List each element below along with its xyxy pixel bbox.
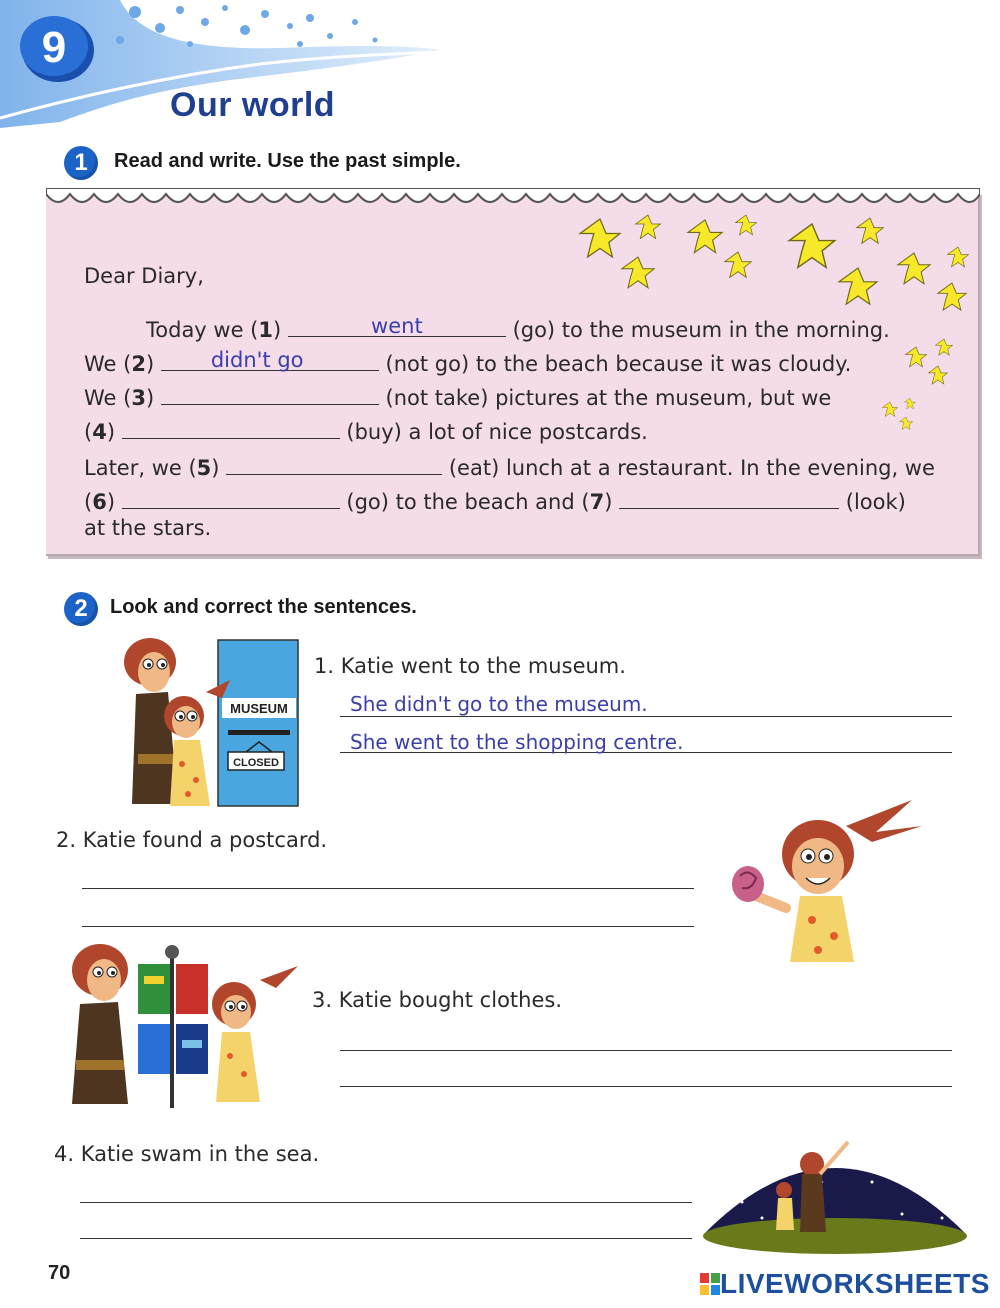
blank-6[interactable] bbox=[122, 484, 340, 509]
clothes-shop-illustration bbox=[54, 940, 304, 1110]
exercise-2-number: 2 bbox=[64, 592, 98, 626]
night-stars-illustration bbox=[702, 1122, 968, 1258]
diary-line-2: We (2) didn't go (not go) to the beach because it was cloudy. bbox=[84, 348, 852, 376]
diary-line-4: (4) (buy) a lot of nice postcards. bbox=[84, 414, 648, 444]
blank-2[interactable] bbox=[161, 346, 379, 371]
sentence-3: 3. Katie bought clothes. bbox=[312, 988, 562, 1012]
blank-7[interactable] bbox=[619, 484, 839, 509]
diary-line-7: at the stars. bbox=[84, 516, 212, 540]
blank-4[interactable] bbox=[122, 414, 340, 439]
answer-line-2a[interactable] bbox=[82, 888, 694, 889]
answer-1b-text: She went to the shopping centre. bbox=[350, 730, 684, 754]
page-number: 70 bbox=[48, 1262, 71, 1284]
answer-line-4a[interactable] bbox=[80, 1202, 692, 1203]
diary-line-5: Later, we (5) (eat) lunch at a restaurant. In the evening, we bbox=[84, 450, 935, 480]
exercise-2-instruction: Look and correct the sentences. bbox=[110, 596, 417, 618]
answer-line-1a[interactable] bbox=[340, 716, 952, 717]
blank-1[interactable] bbox=[288, 312, 506, 337]
unit-title: Our world bbox=[170, 86, 336, 124]
girl-with-shell-illustration bbox=[726, 796, 926, 966]
museum-sign: MUSEUM bbox=[230, 701, 288, 716]
answer-line-3a[interactable] bbox=[340, 1050, 952, 1051]
answer-2: didn't go bbox=[210, 348, 304, 372]
exercise-1-instruction: Read and write. Use the past simple. bbox=[114, 150, 461, 172]
sentence-4: 4. Katie swam in the sea. bbox=[54, 1142, 320, 1166]
answer-1a-text: She didn't go to the museum. bbox=[350, 692, 648, 716]
sentence-1: 1. Katie went to the museum. bbox=[314, 654, 626, 678]
diary-greeting: Dear Diary, bbox=[84, 264, 204, 288]
liveworksheets-logo-icon bbox=[700, 1273, 720, 1295]
blank-5[interactable] bbox=[226, 450, 442, 475]
answer-line-4b[interactable] bbox=[80, 1238, 692, 1239]
unit-number: 9 bbox=[41, 23, 67, 72]
exercise-1-number: 1 bbox=[64, 146, 98, 180]
liveworksheets-brand-text: LIVEWORKSHEETS bbox=[720, 1268, 990, 1299]
unit-number-badge bbox=[14, 12, 96, 84]
diary-line-3: We (3) (not take) pictures at the museum, but we bbox=[84, 380, 831, 410]
blank-3[interactable] bbox=[161, 380, 379, 405]
answer-line-3b[interactable] bbox=[340, 1086, 952, 1087]
answer-line-2b[interactable] bbox=[82, 926, 694, 927]
closed-sign: CLOSED bbox=[233, 757, 279, 769]
museum-closed-illustration bbox=[118, 634, 308, 810]
sentence-2: 2. Katie found a postcard. bbox=[56, 828, 328, 852]
answer-1: went bbox=[371, 314, 423, 338]
diary-line-1: Today we (1) went (go) to the museum in the morning. bbox=[146, 314, 890, 342]
liveworksheets-logo bbox=[700, 1268, 990, 1300]
diary-line-6: (6) (go) to the beach and (7) (look) bbox=[84, 484, 906, 514]
